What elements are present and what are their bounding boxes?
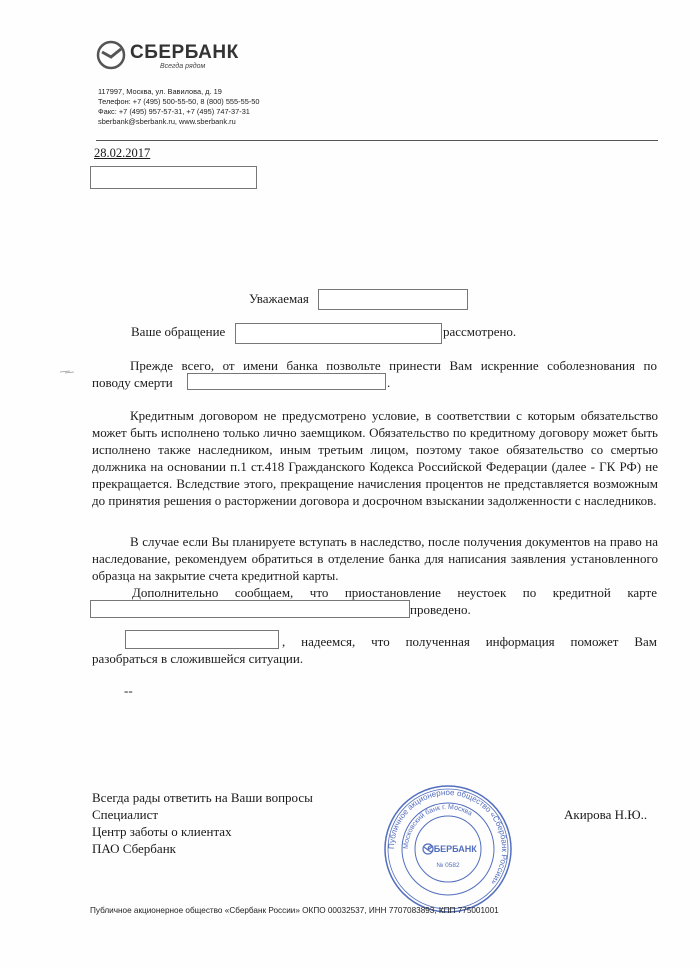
brand-name: СБЕРБАНК xyxy=(130,42,239,63)
contact-block xyxy=(98,87,260,127)
stamp-number: № 0582 xyxy=(436,862,460,869)
card-number-redaction xyxy=(90,600,410,618)
dashes: -- xyxy=(124,683,133,698)
header-divider xyxy=(96,140,658,141)
address: 117997, Москва, ул. Вавилова, д. 19 xyxy=(98,87,222,96)
appeal-suffix: рассмотрено. xyxy=(443,324,517,339)
signature-line-2: Специалист xyxy=(92,807,159,822)
hope-line-2: разобраться в сложившейся ситуации. xyxy=(92,651,304,666)
stamp-inner-text: Московский банк г. Москва xyxy=(402,803,474,850)
name-redaction xyxy=(318,289,468,310)
signature-line-3: Центр заботы о клиентах xyxy=(92,824,232,839)
stamp-outer-text: Публичное акционерное общество «Сбербанк России» xyxy=(386,787,510,887)
paragraph-inherit: В случае если Вы планируете вступать в наследство, после получения документов на право на наследование, рекомендуем обратиться в отделение банка для написания заявления установленного образца на закрытие счета кредитной карты. xyxy=(92,534,658,583)
condolence-end: . xyxy=(387,375,391,390)
signature-block xyxy=(92,789,313,857)
condolence-line-2: поводу смерти xyxy=(92,375,173,390)
penalty-line: Дополнительно сообщаем, что приостановление неустоек по кредитной карте xyxy=(132,585,657,600)
signer-name: Акирова Н.Ю.. xyxy=(564,807,648,822)
footer-requisites: Публичное акционерное общество «Сбербанк России» ОКПО 00032537, ИНН 7707083893, КПП 775001001 xyxy=(90,906,499,915)
sberbank-logo xyxy=(96,40,239,76)
fax: Факс: +7 (495) 957-57-31, +7 (495) 747-37-31 xyxy=(98,107,250,116)
signature-line-4: ПАО Сбербанк xyxy=(92,841,176,856)
brand-slogan: Всегда рядом xyxy=(160,63,206,70)
greeting: Уважаемая xyxy=(249,291,309,306)
phone: Телефон: +7 (495) 500-55-50, 8 (800) 555-55-50 xyxy=(98,97,260,106)
appeal-number-redaction xyxy=(235,323,442,344)
hope-line-1: , надеемся, что полученная информация поможет Вам xyxy=(282,634,657,649)
sberbank-logo-icon xyxy=(96,40,126,70)
deceased-name-redaction xyxy=(187,373,386,390)
letter-date: 28.02.2017 xyxy=(94,146,151,160)
signature-line-1: Всегда рады ответить на Ваши вопросы xyxy=(92,790,313,805)
recipient-redaction xyxy=(90,166,257,189)
web: sberbank@sberbank.ru, www.sberbank.ru xyxy=(98,117,236,126)
scan-mark xyxy=(60,370,74,374)
bank-stamp xyxy=(382,783,514,915)
addressee-redaction xyxy=(125,630,279,649)
condolence-line-1: Прежде всего, от имени банка позвольте принести Вам искренние соболезнования по xyxy=(130,358,657,373)
paragraph-credit: Кредитным договором не предусмотрено условие, в соответствии с которым обязательство может быть исполнено только лично заемщиком. Обязательство по кредитному договору может быть исполнено также наследником, иным третьим лицом, поэтому такое обязательство со смертью должника на основании п.1 ст.418 Гражданского Кодекса Российской Федерации (далее - ГК РФ) не прекращается. Вследствие этого, прекращение начисления процентов не представляется возможным до принятия решения о расторжении договора и досрочном взыскании задолженности с наследников. xyxy=(92,408,658,508)
appeal-prefix: Ваше обращение xyxy=(131,324,226,339)
stamp-center-text: СБЕРБАНК xyxy=(427,844,477,854)
penalty-end: проведено. xyxy=(410,602,471,617)
